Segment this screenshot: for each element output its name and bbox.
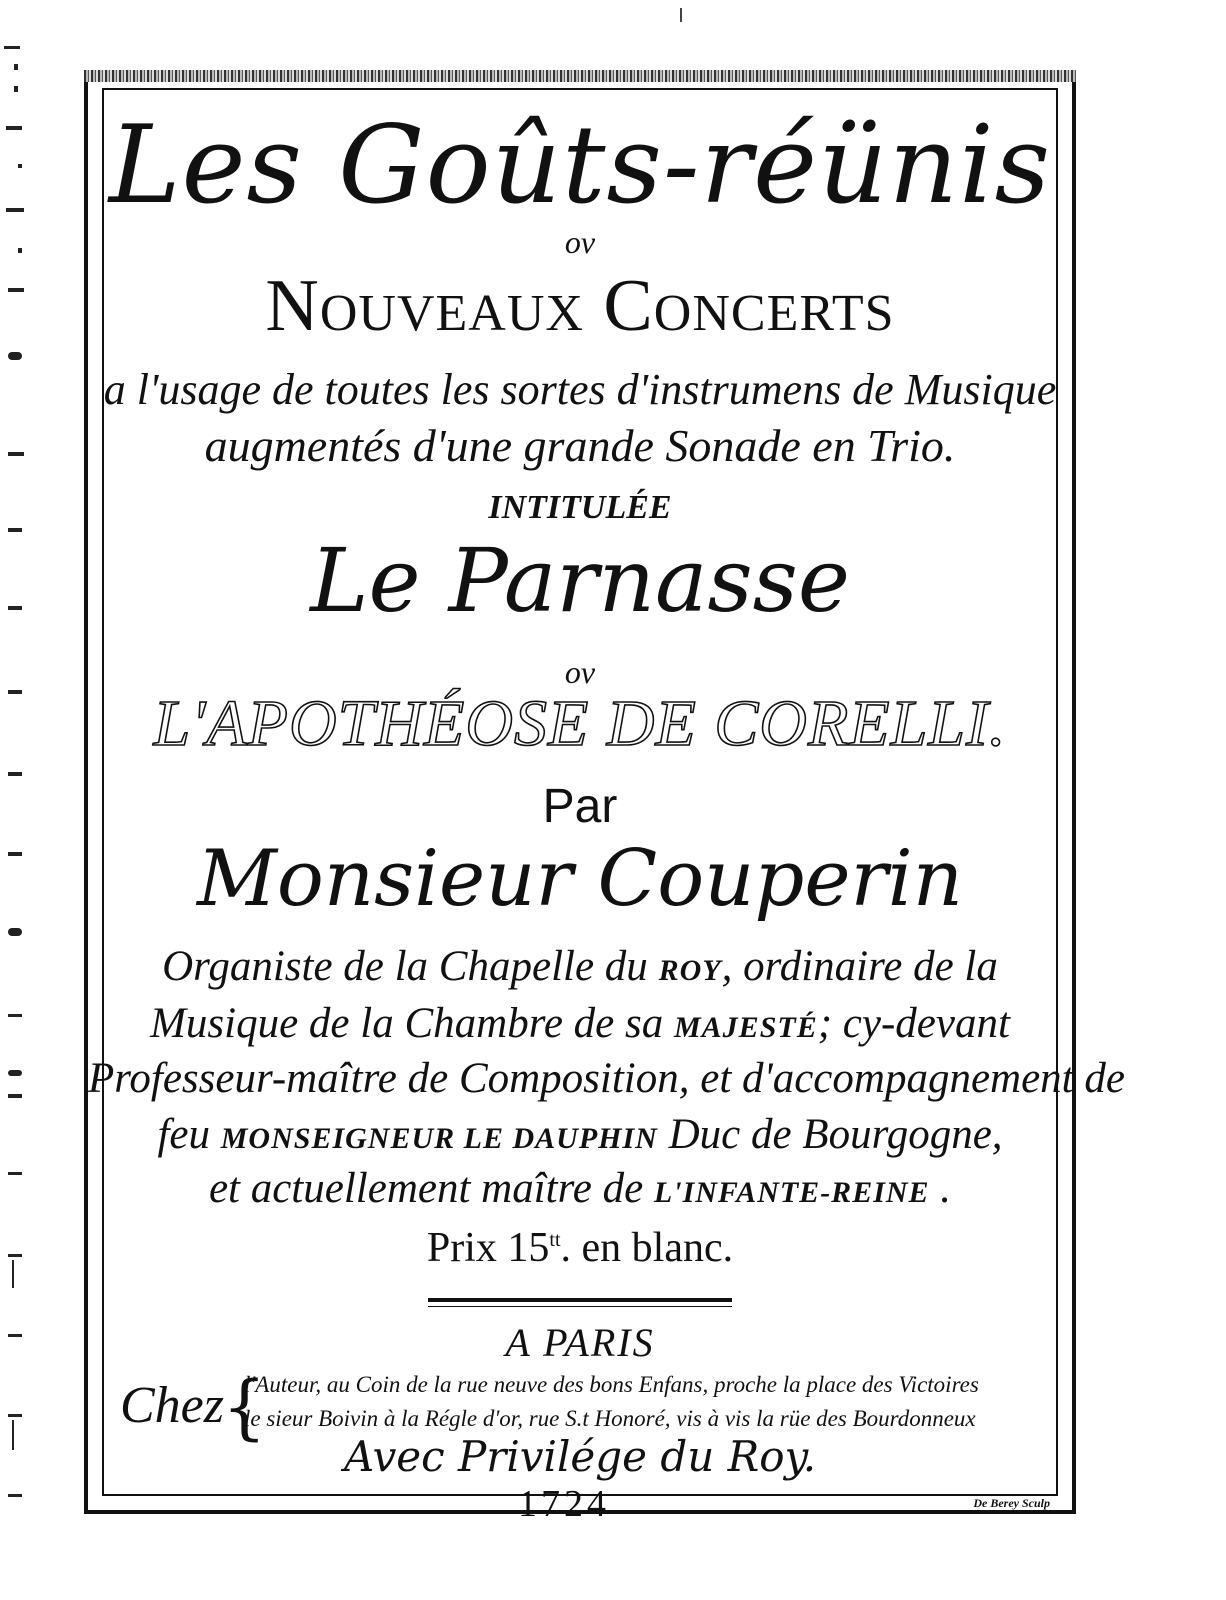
main-title: Les Goûts-réünis (108, 103, 1052, 228)
title-page-frame (84, 70, 1125, 1525)
price-livres-symbol: tt (549, 1229, 561, 1251)
city-line: A PARIS (505, 1320, 655, 1365)
description-line-2-b: ; cy-devant (817, 1000, 1010, 1047)
apotheose-title: L'APOTHÉOSE DE CORELLI. (153, 687, 1007, 760)
usage-line: a l'usage de toutes les sortes d'instrumens de Musique (103, 365, 1057, 414)
par-label: Par (542, 780, 618, 833)
description-line-1 (88, 942, 1072, 991)
description-line-4 (88, 1110, 1072, 1159)
subtitle: Nouveaux Concerts (265, 265, 895, 347)
description-line-2-a: Musique de la Chambre de sa (150, 1000, 664, 1047)
author-name: Monsieur Couperin (197, 834, 963, 924)
description-line-3: Professeur-maître de Composition, et d'accompagnement de (88, 1055, 1125, 1102)
privilege-line: Avec Privilége du Roy. (343, 1432, 817, 1481)
intitulee-label: INTITULÉE (488, 489, 672, 526)
description-line-4-caps: MONSEIGNEUR LE DAUPHIN (220, 1122, 658, 1155)
price-line (88, 1224, 1072, 1272)
ov-connector-1: ov (564, 224, 596, 260)
description-line-2-caps: MAJESTÉ (674, 1011, 818, 1044)
publication-year: 1724 (518, 1483, 610, 1525)
augmentes-line: augmentés d'une grande Sonade en Trio. (204, 420, 956, 471)
chez-label: Chez (120, 1377, 224, 1434)
description-line-5-b: . (940, 1165, 952, 1212)
description-line-5-a: et actuellement maître de (208, 1165, 644, 1212)
description-line-4-a: feu (157, 1111, 210, 1158)
price-text-a: Prix 15 (426, 1225, 550, 1271)
description-line-1-caps: ROY (658, 954, 722, 987)
title-page-content (88, 74, 1125, 1525)
work-title: Le Parnasse (310, 529, 850, 632)
divider-rule-thick (428, 1298, 732, 1302)
ov-connector-2: ov (564, 654, 596, 690)
brace-icon: { (222, 1366, 267, 1448)
divider-rule-thin (428, 1306, 732, 1307)
description-line-5 (88, 1164, 1072, 1213)
description-line-4-b: Duc de Bourgogne, (668, 1111, 1003, 1158)
top-tick-mark (680, 8, 682, 22)
description-line-1-a: Organiste de la Chapelle du (162, 943, 648, 990)
address-line-2: le sieur Boivin à la Régle d'or, rue S.t Honoré, vis à vis la rüe des Bourdonneux (244, 1406, 976, 1431)
description-line-5-caps: L'INFANTE-REINE (653, 1176, 930, 1209)
price-text-b: . en blanc. (560, 1225, 734, 1271)
description-line-2 (88, 999, 1072, 1048)
description-line-1-b: , ordinaire de la (721, 943, 998, 990)
engraver-signature: De Berey Sculp (973, 1496, 1050, 1510)
address-line-1: l'Auteur, au Coin de la rue neuve des bons Enfans, proche la place des Victoires (244, 1372, 979, 1397)
binding-marks (0, 0, 40, 1600)
